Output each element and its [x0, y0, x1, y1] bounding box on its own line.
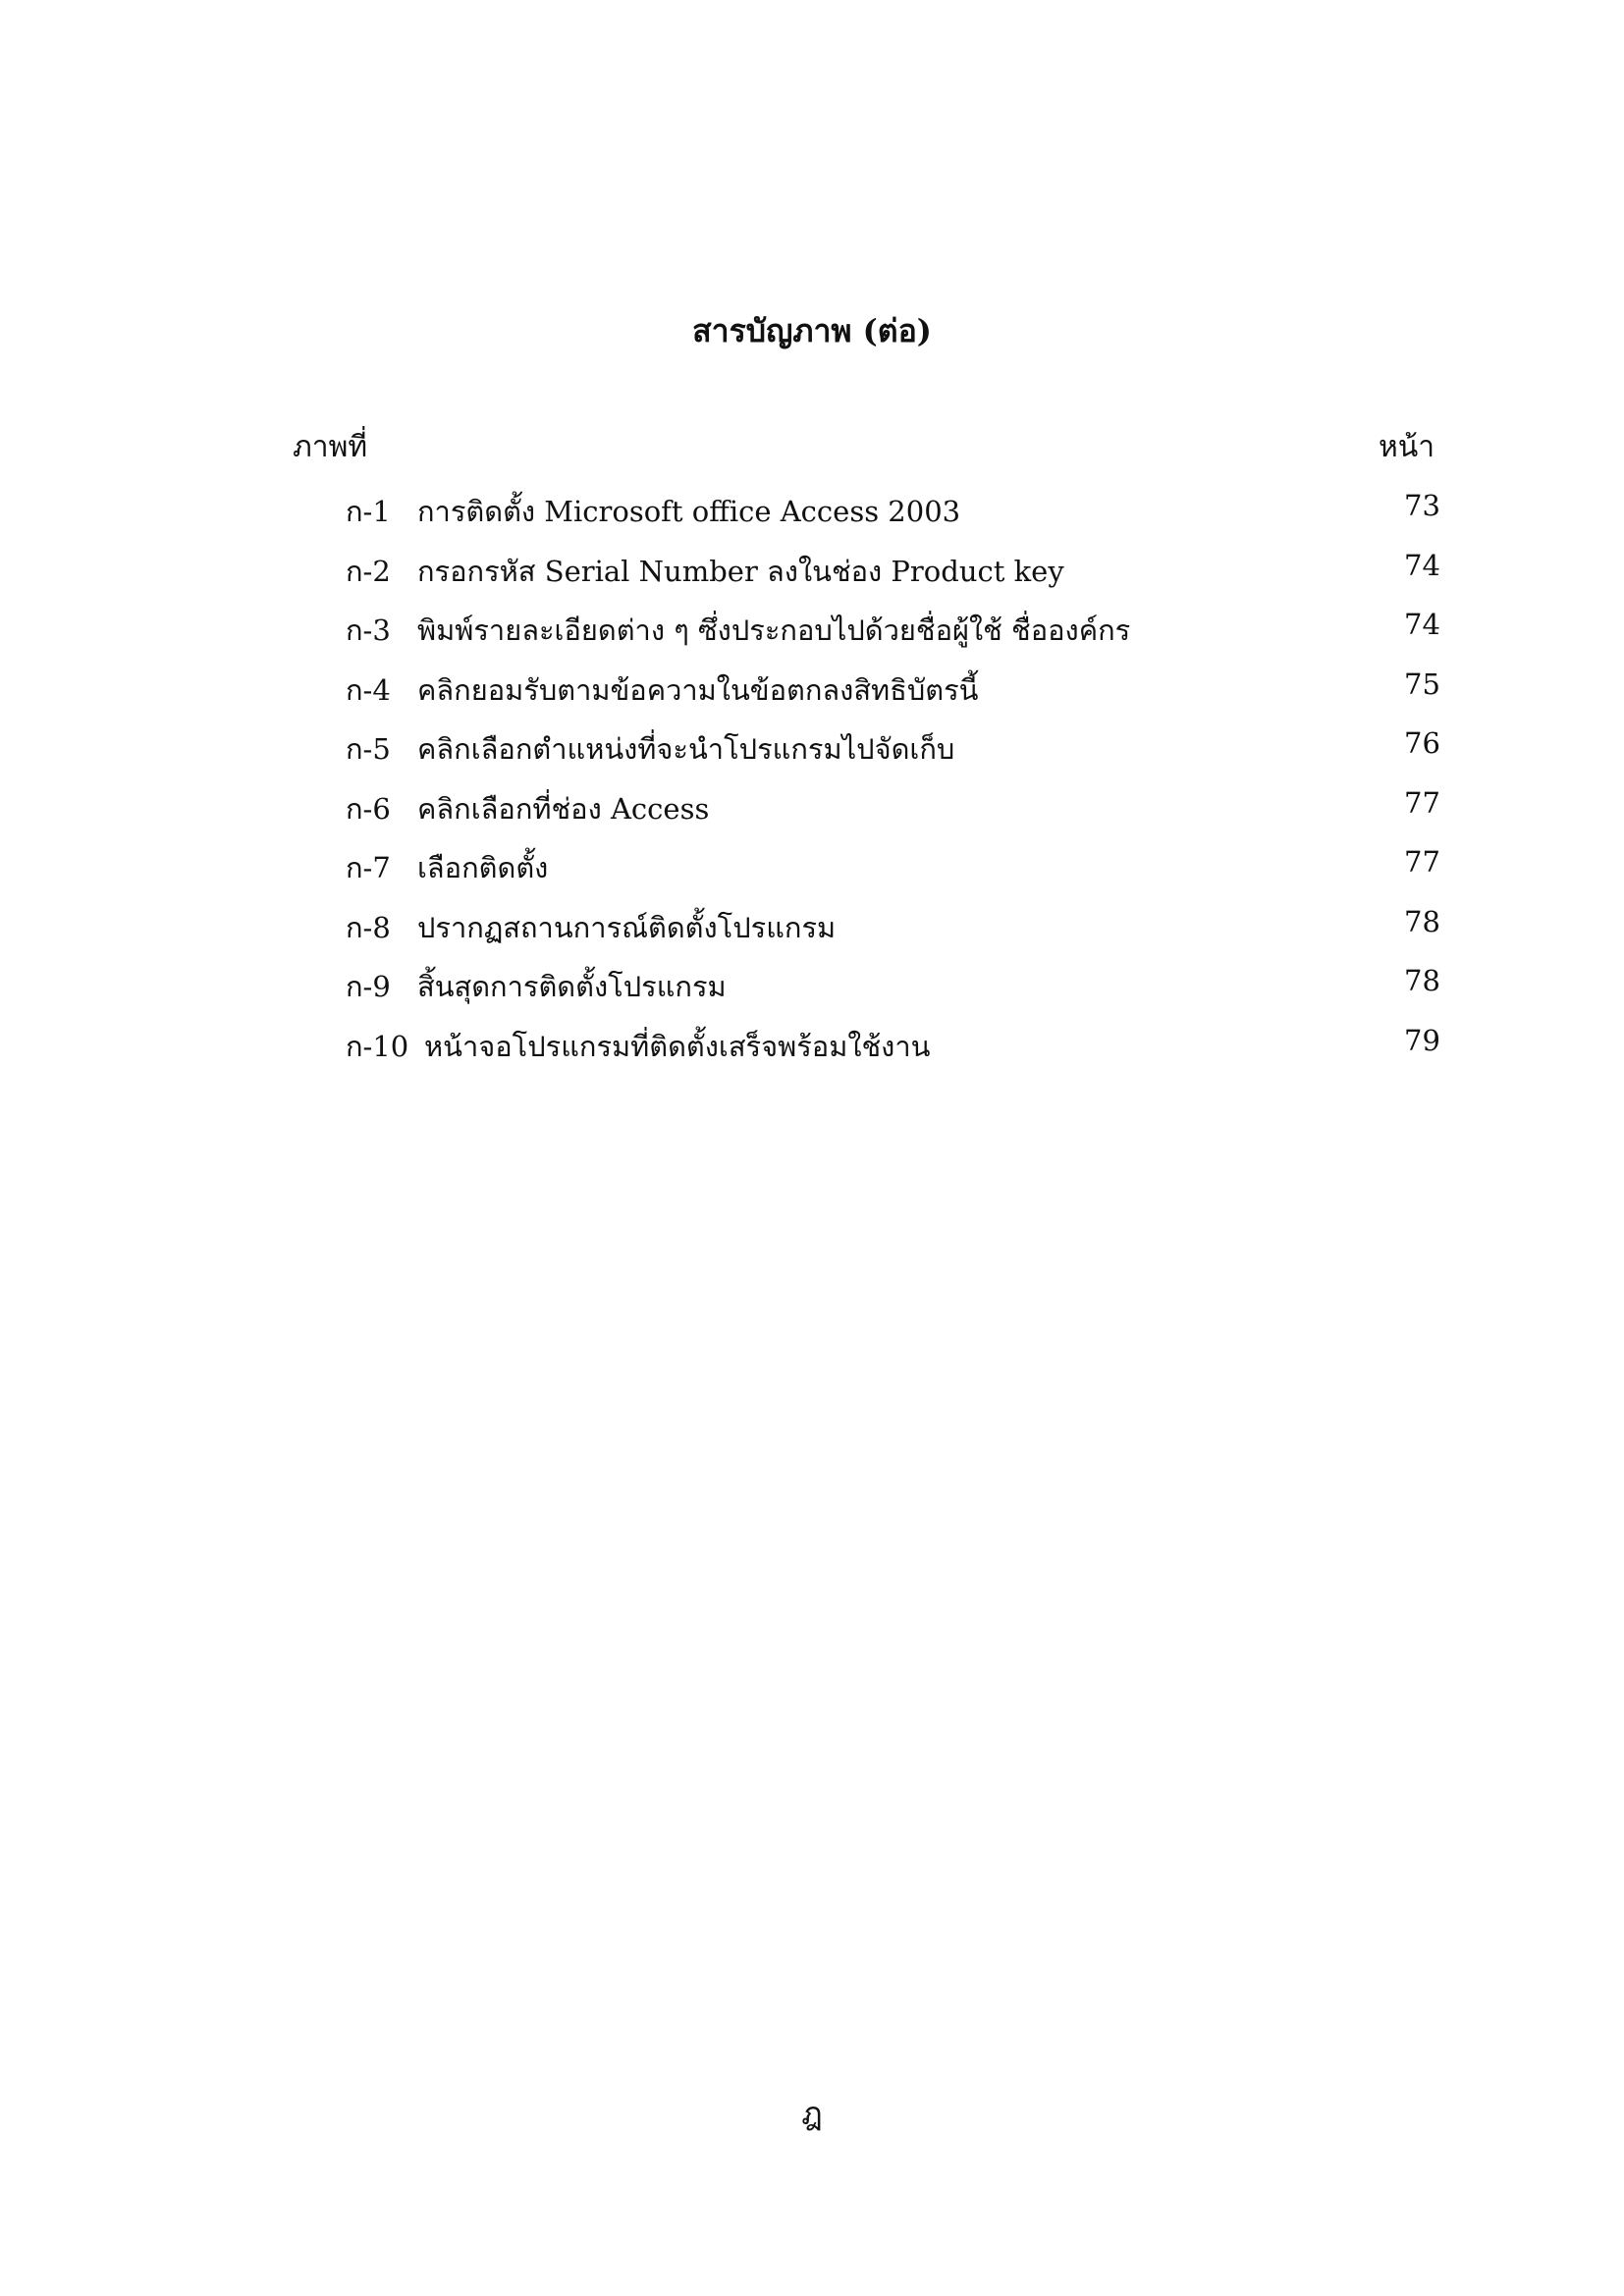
figure-caption: หน้าจอโปรแกรมที่ติดตั้งเสร็จพร้อมใช้งาน — [424, 1029, 931, 1063]
page-number: ฎ — [801, 2095, 823, 2132]
figure-caption: พิมพ์รายละเอียดต่าง ๆ ซึ่งประกอบไปด้วยชื่อผู้ใช้ ชื่อองค์กร — [417, 614, 1131, 647]
list-item — [0, 549, 1624, 609]
figure-page-number: 77 — [1404, 845, 1440, 879]
figure-number: ก-2 — [346, 554, 391, 588]
figure-column-header: ภาพที่ — [293, 430, 368, 464]
figure-page-number: 74 — [1404, 548, 1440, 582]
figure-caption: คลิกเลือกตำแหน่งที่จะนำโปรแกรมไปจัดเก็บ — [417, 732, 955, 766]
figure-number: ก-8 — [346, 910, 391, 944]
figure-number: ก-3 — [346, 614, 391, 647]
list-item — [0, 964, 1624, 1024]
list-item — [0, 489, 1624, 549]
figure-page-number: 77 — [1404, 785, 1440, 820]
figure-page-number: 76 — [1404, 726, 1440, 760]
figure-caption: ปรากฏสถานการณ์ติดตั้งโปรแกรม — [417, 910, 837, 944]
figure-page-number: 78 — [1404, 904, 1440, 938]
figure-number: ก-4 — [346, 672, 391, 707]
figure-page-number: 79 — [1404, 1023, 1440, 1057]
page-column-header: หน้า — [1379, 430, 1435, 464]
figure-number: ก-7 — [346, 851, 391, 884]
list-item — [0, 845, 1624, 905]
figure-caption: การติดตั้ง Microsoft office Access 2003 — [417, 495, 961, 528]
list-item — [0, 905, 1624, 965]
figure-page-number: 78 — [1404, 964, 1440, 997]
figure-caption: สิ้นสุดการติดตั้งโปรแกรม — [417, 970, 727, 1003]
figure-caption: เลือกติดตั้ง — [417, 851, 549, 884]
figure-caption: คลิกยอมรับตามข้อความในข้อตกลงสิทธิบัตรนี้ — [417, 672, 979, 707]
figure-number: ก-5 — [346, 732, 391, 766]
figure-list — [0, 489, 1624, 1083]
figure-page-number: 74 — [1404, 608, 1440, 641]
figure-number: ก-6 — [346, 791, 391, 826]
figure-number: ก-10 — [346, 1029, 409, 1063]
figure-page-number: 75 — [1404, 667, 1440, 701]
list-item — [0, 726, 1624, 786]
list-item — [0, 1024, 1624, 1084]
figure-number: ก-9 — [346, 970, 391, 1003]
list-item — [0, 608, 1624, 667]
list-item — [0, 667, 1624, 727]
figure-caption: กรอกรหัส Serial Number ลงในช่อง Product key — [417, 554, 1064, 588]
figure-number: ก-1 — [346, 495, 391, 528]
figure-caption: คลิกเลือกที่ช่อง Access — [417, 791, 710, 826]
figure-page-number: 73 — [1404, 489, 1440, 522]
page-title: สารบัญภาพ (ต่อ) — [692, 312, 932, 349]
list-item — [0, 786, 1624, 846]
